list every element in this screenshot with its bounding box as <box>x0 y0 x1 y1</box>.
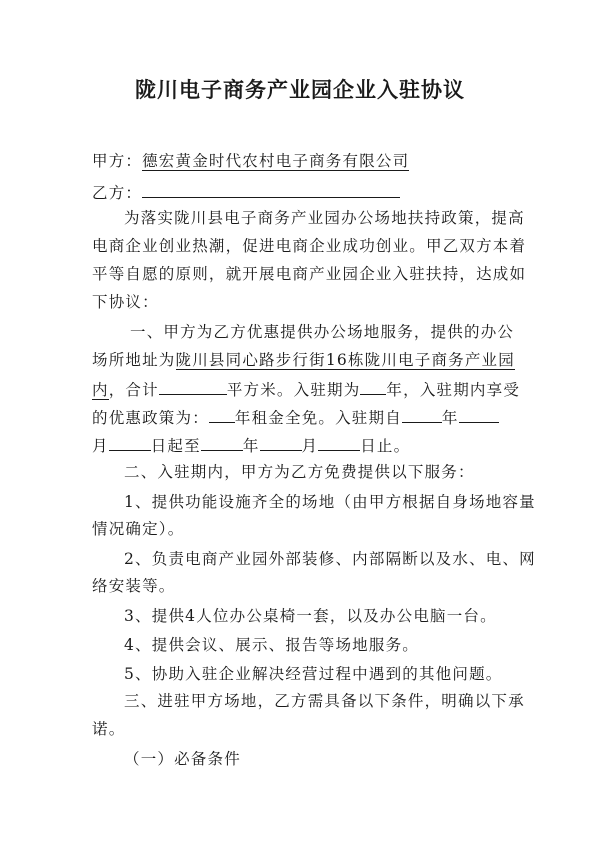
clause1-term-tail: 年，入驻期内享受 <box>386 381 521 399</box>
clause2-item4: 4、提供会议、展示、报告等场地服务。 <box>124 636 419 654</box>
start-month-blank <box>459 406 499 423</box>
clause1-end: 日止。 <box>360 437 411 455</box>
free-years-blank <box>209 406 235 423</box>
clause1-line-1: 一、甲方为乙方优惠提供办公场地服务，提供的办公 <box>130 323 515 341</box>
clause1-policy-text: 年租金全免。入驻期自 <box>234 409 402 427</box>
clause1-line-5 <box>92 434 522 456</box>
clause2-item2-line2: 络安装等。 <box>92 577 176 595</box>
party-b-label: 乙方： <box>92 184 143 202</box>
clause2-item3: 3、提供4人位办公桌椅一套，以及办公电脑一台。 <box>124 607 497 625</box>
clause1-address-prefix: 场所地址为 <box>92 351 176 369</box>
clause2-item5: 5、协助入驻企业解决经营过程中遇到的其他问题。 <box>124 665 503 683</box>
clause1-year-b: 年 <box>242 437 260 455</box>
clause3-line-2: 诺。 <box>92 720 126 738</box>
intro-line-4: 下协议： <box>92 293 159 311</box>
party-b-blank <box>142 181 400 198</box>
clause1-from: 日起至 <box>150 437 201 455</box>
clause1-month-b: 月 <box>301 437 319 455</box>
clause2-item1-line2: 情况确定）。 <box>92 520 185 538</box>
party-b-line <box>92 181 522 203</box>
clause1-line-4 <box>92 406 522 428</box>
start-year-blank <box>402 406 442 423</box>
area-blank <box>159 378 227 395</box>
document-title: 陇川电子商务产业园企业入驻协议 <box>135 78 465 102</box>
clause3-subheading: （一）必备条件 <box>124 750 241 768</box>
clause1-line-2 <box>92 350 522 370</box>
intro-line-1: 为落实陇川县电子商务产业园办公场地扶持政策，提高 <box>124 209 525 227</box>
end-month-blank <box>260 434 302 451</box>
intro-line-3: 平等自愿的原则，就开展电商产业园企业入驻扶持，达成如 <box>92 265 527 283</box>
intro-line-2: 电商企业创业热潮，促进电商企业成功创业。甲乙双方本着 <box>92 237 527 255</box>
clause1-policy-label: 的优惠政策为： <box>92 409 209 427</box>
clause2-item2-line1: 2、负责电商产业园外部装修、内部隔断以及水、电、网 <box>124 550 536 568</box>
clause3-line-1: 三、进驻甲方场地，乙方需具备以下条件，明确以下承 <box>124 692 525 710</box>
clause1-month-a: 月 <box>92 437 109 455</box>
party-a-label: 甲方： <box>92 152 143 170</box>
party-a-name: 德宏黄金时代农村电子商务有限公司 <box>142 152 410 170</box>
party-a-line <box>92 151 522 171</box>
end-year-blank <box>201 434 243 451</box>
clause1-total-label: ，合计 <box>108 381 159 399</box>
clause1-line-3 <box>92 378 522 400</box>
clause2-item1-line1: 1、提供功能设施齐全的场地（由甲方根据自身场地容量 <box>124 493 536 511</box>
clause1-year-a: 年 <box>441 409 459 427</box>
clause1-address-end: 内 <box>92 381 109 399</box>
start-day-blank <box>109 434 151 451</box>
clause1-area-unit: 平方米。入驻期为 <box>226 381 361 399</box>
end-day-blank <box>318 434 360 451</box>
clause1-address: 陇川县同心路步行街16栋陇川电子商务产业园 <box>175 351 515 369</box>
term-years-blank <box>360 378 386 395</box>
clause2-heading: 二、入驻期内，甲方为乙方免费提供以下服务： <box>124 463 475 481</box>
